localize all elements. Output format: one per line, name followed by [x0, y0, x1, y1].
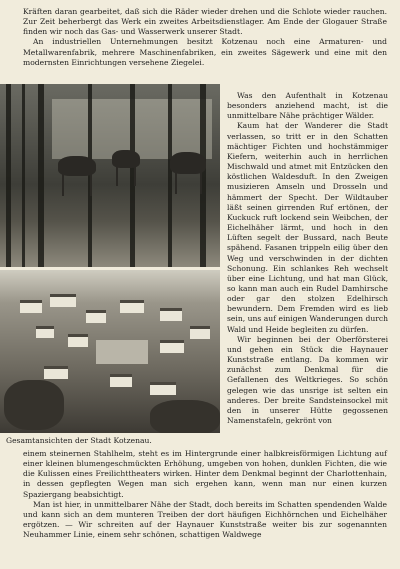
- paragraph: Kaum hat der Wanderer die Stadt verlassen, so tritt er in den Schatten mächtiger Fichten und hochstämmiger Kiefern, weiterhin auch in herrlichen Mischwald und atmet mit Entzücken den köstlichen Waldesduft. In den Zweigen musizieren Amseln und Drosseln und hämmert der Specht. Der Wildtauber läßt seinen girrenden Ruf ertönen, der Kuckuck ruft lockend sein Weibchen, der Eichelhäher lärmt, und hoch in den Lüften segelt der Bussard, nach Beute spähend. Fasanen trippeln eilig über den Weg und verschwinden in der dichten Schonung. Ein schlankes Reh wechselt über eine Lichtung, und hat man Glück, so kann man auch ein Rudel Damhirsche oder gar den stolzen Edelhirsch bewundern. Dem Fremden wird es lieb sein, uns auf einigen Wanderungen durch Wald und Heide begleiten zu dürfen.: [227, 121, 388, 334]
- forest-deer-photo: [0, 84, 220, 267]
- paragraph: einem steinernen Stahlhelm, steht es im Hintergrunde einer halbkreisförmigen Lichtung auf einer kleinen blumengeschmückten Erhöhung, umgeben von hohen, dunklen Fichten, die wie die Kulissen eines Freilichttheaters wirken. Hinter dem Denkmal beginnt der Charlottenhain, in dessen gepflegten Wegen man sich ergehen kann, wenn man nur einen kurzen Spaziergang beabsichtigt.: [23, 449, 387, 499]
- town-aerial-photo: [0, 270, 220, 433]
- deer: [58, 156, 96, 176]
- bottom-text-block: [23, 449, 387, 540]
- paragraph: Man ist hier, in unmittelbarer Nähe der Stadt, doch bereits im Schatten spendenden Walde und kann sich an dem munteren Treiben der dort häufigen Eichhörnchen und Eichelhäher ergötzen. — Wir schreiten auf der Haynauer Kunststraße weiter bis zur sogenannten Neuhammer Linie, einem sehr schönen, schattigen Waldwege: [23, 499, 387, 540]
- right-text-column: [227, 91, 388, 426]
- paragraph: Was den Aufenthalt in Kotzenau besonders anziehend macht, ist die unmittelbare Nähe prächtiger Wälder.: [227, 91, 388, 121]
- top-text-block: [23, 7, 387, 68]
- paragraph: Wir beginnen bei der Oberförsterei und gehen ein Stück die Haynauer Kunststraße entlang. Da kommen wir zunächst zum Denkmal für die Gefallenen des Weltkrieges. So schön gelegen wie das unsrige ist selten ein anderes. Der breite Sandsteinsockel mit den in unserer Hütte gegossenen Namenstafeln, gekrönt von: [227, 334, 388, 425]
- deer: [170, 152, 206, 174]
- photo-caption: Gesamtansichten der Stadt Kotzenau.: [6, 436, 152, 445]
- paragraph: An industriellen Unternehmungen besitzt Kotzenau noch eine Armaturen- und Metallwarenfabrik, mehrere Maschinenfabriken, ein zweites Sägewerk und eine mit den modernsten Einrichtungen versehene Ziegelei.: [23, 37, 387, 67]
- paragraph: Kräften daran gearbeitet, daß sich die Räder wieder drehen und die Schlote wieder rauchen. Zur Zeit beherbergt das Werk ein zweites Arbeitsdienstlager. Am Ende der Glogauer Straße finden wir noch das Gas- und Wasserwerk unserer Stadt.: [23, 7, 387, 37]
